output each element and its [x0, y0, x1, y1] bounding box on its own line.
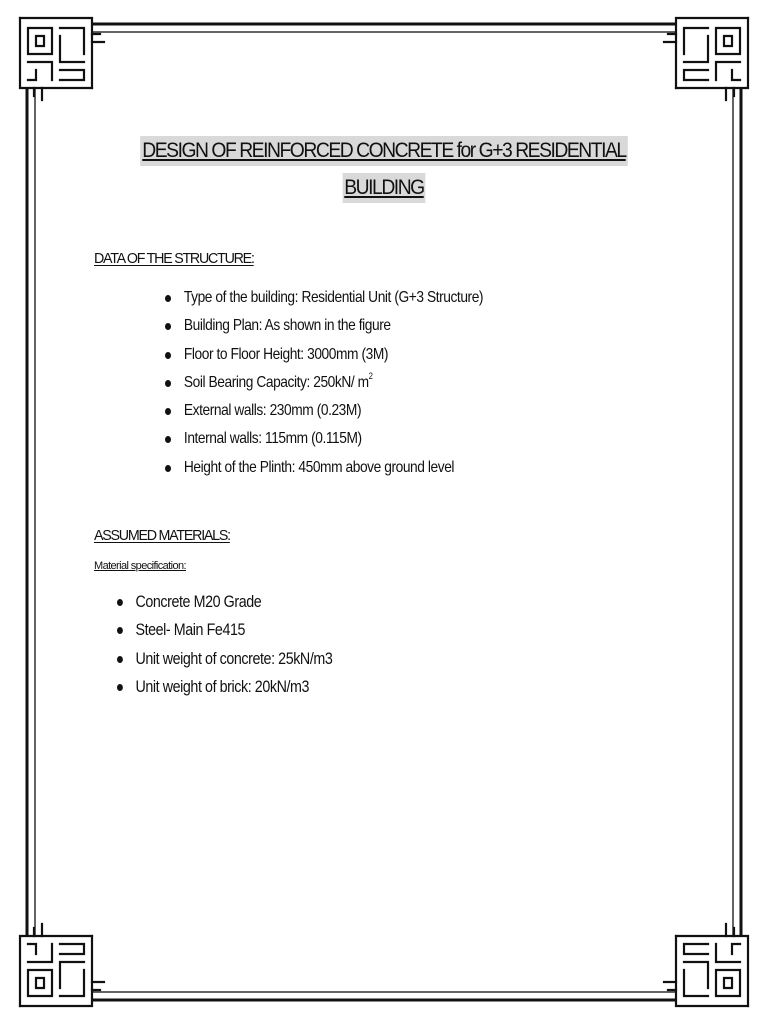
title-line-2: BUILDING — [342, 173, 425, 203]
soil-unit-superscript: 2 — [368, 370, 373, 381]
soil-bearing-text: Soil Bearing Capacity: 250kN/ m — [183, 373, 369, 391]
structure-data-list — [165, 284, 535, 482]
floor-height-text: Floor to Floor Height: 3000mm (3M) — [183, 345, 389, 363]
concrete-grade-text: Concrete M20 Grade — [135, 592, 262, 611]
list-item — [165, 312, 483, 340]
bottom-left-corner-ornament — [20, 924, 104, 1006]
external-walls-text: External walls: 230mm (0.23M) — [183, 402, 362, 420]
bottom-right-corner-ornament — [664, 924, 748, 1006]
list-item — [165, 369, 483, 397]
internal-walls-text: Internal walls: 115mm (0.115M) — [183, 430, 362, 448]
list-item — [117, 588, 332, 616]
building-type-text: Type of the building: Residential Unit (G+3 Structure) — [183, 289, 484, 306]
steel-grade-text: Steel- Main Fe415 — [135, 620, 246, 640]
list-item — [117, 616, 332, 644]
list-item — [117, 673, 332, 701]
assumed-materials-heading: ASSUMED MATERIALS: — [94, 527, 230, 544]
material-specification-subheading: Material specification: — [94, 560, 186, 572]
building-plan-text: Building Plan: As shown in the figure — [183, 317, 391, 335]
materials-list — [117, 588, 373, 701]
top-right-corner-ornament — [664, 18, 748, 100]
top-left-corner-ornament — [20, 18, 104, 100]
list-item — [165, 397, 483, 425]
list-item — [117, 645, 332, 673]
structure-data-heading: DATA OF THE STRUCTURE: — [94, 250, 254, 267]
concrete-unit-weight-text: Unit weight of concrete: 25kN/m3 — [135, 648, 333, 668]
title-line-1: DESIGN OF REINFORCED CONCRETE for G+3 RESIDENTIAL — [140, 136, 627, 166]
list-item — [165, 425, 483, 453]
list-item — [165, 454, 483, 482]
plinth-height-text: Height of the Plinth: 450mm above ground level — [183, 458, 455, 476]
list-item — [165, 284, 483, 312]
document-title — [123, 132, 646, 206]
brick-unit-weight-text: Unit weight of brick: 20kN/m3 — [135, 676, 310, 696]
list-item — [165, 341, 483, 369]
